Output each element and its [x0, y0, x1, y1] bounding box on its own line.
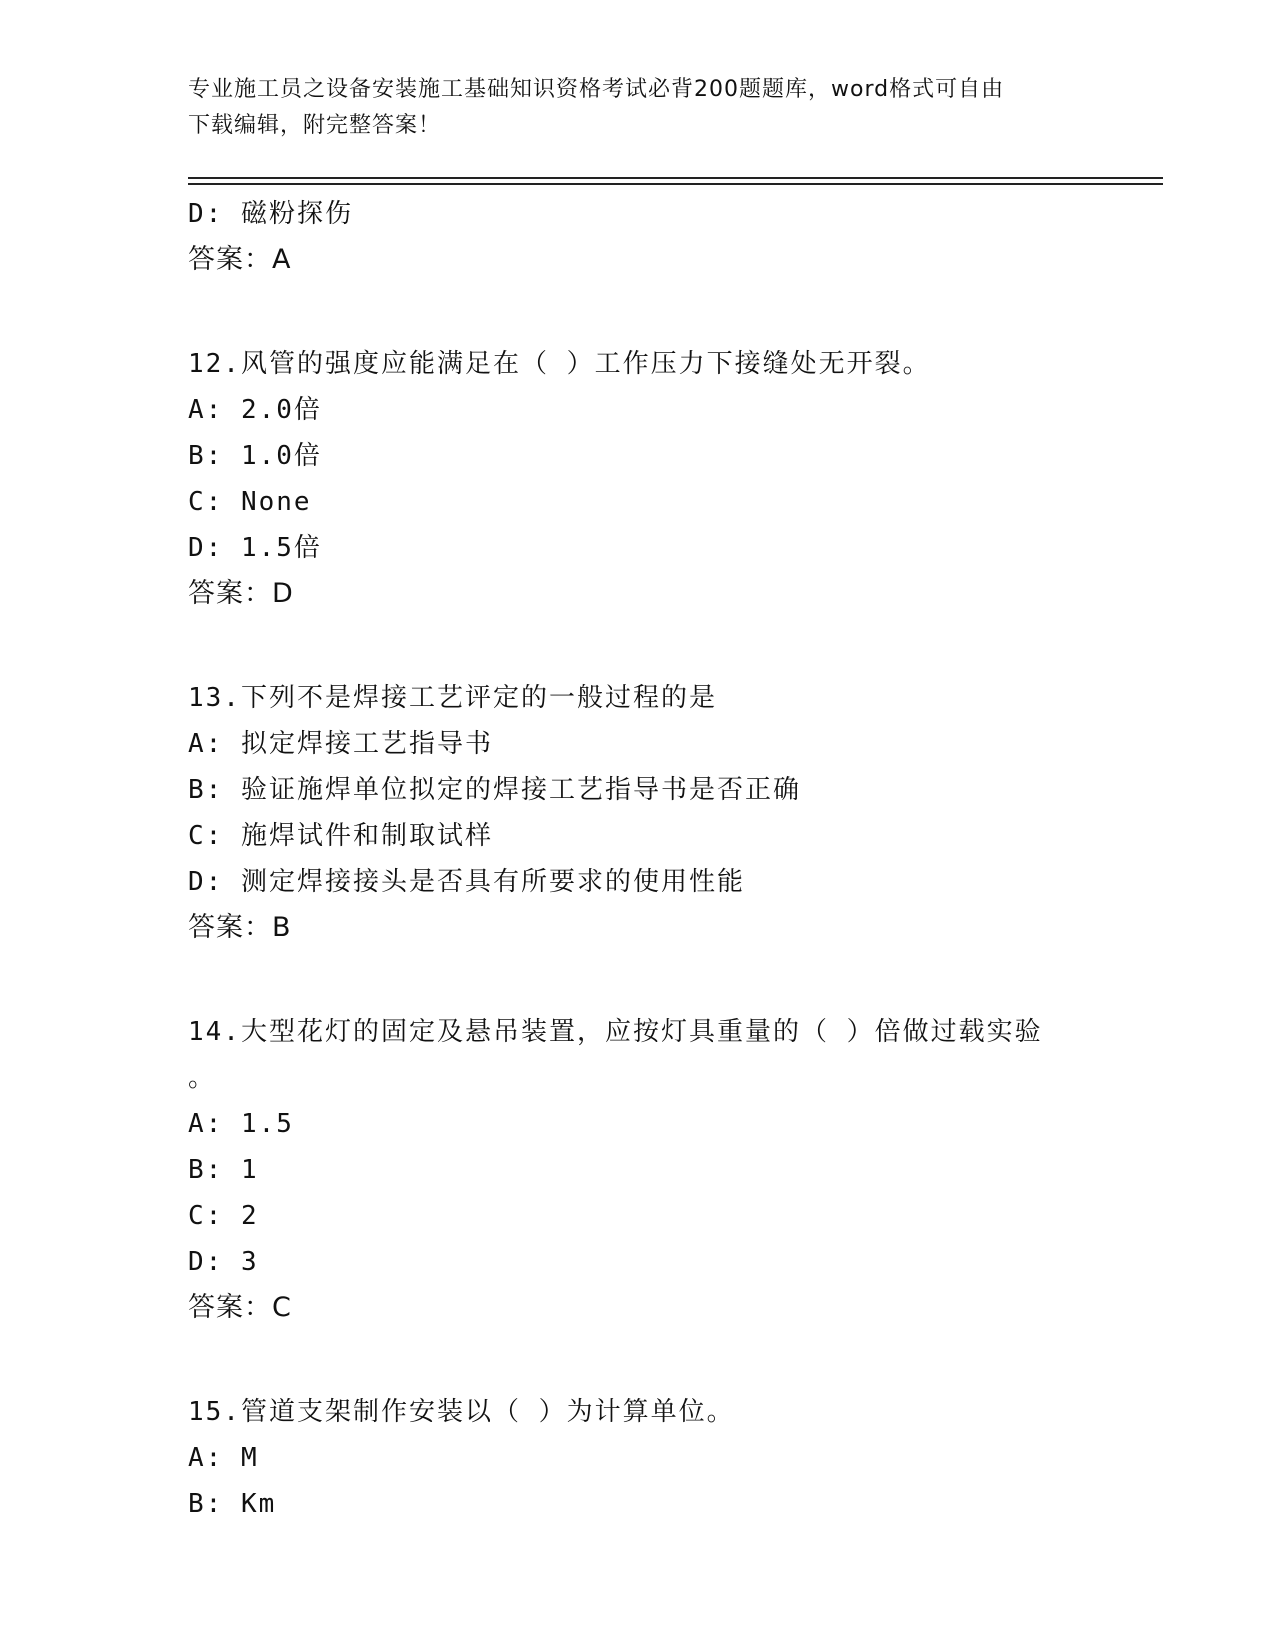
question-13 — [188, 675, 1088, 951]
option-c: C: 施焊试件和制取试样 — [188, 821, 493, 851]
question-stem: 13.下列不是焊接工艺评定的一般过程的是 — [188, 683, 717, 713]
option-b: B: Km — [188, 1489, 277, 1519]
answer: 答案：C — [188, 1292, 292, 1323]
question-stem-continuation: 。 — [188, 1063, 215, 1093]
question-stem: 12.风管的强度应能满足在（ ）工作压力下接缝处无开裂。 — [188, 349, 931, 379]
option-a: A: 2.0倍 — [188, 395, 322, 425]
question-11-tail — [188, 191, 1088, 283]
answer: 答案：B — [188, 912, 292, 943]
option-b: B: 1 — [188, 1155, 259, 1185]
header-divider-bottom — [188, 183, 1163, 185]
option-a: A: M — [188, 1443, 259, 1473]
option-a: A: 1.5 — [188, 1109, 294, 1139]
document-header — [188, 72, 1088, 144]
answer: 答案：D — [188, 578, 294, 609]
header-divider-top — [188, 177, 1163, 179]
option-d: D: 测定焊接接头是否具有所要求的使用性能 — [188, 867, 745, 897]
question-list — [188, 191, 1088, 1585]
option-d: D: 1.5倍 — [188, 533, 322, 563]
question-12 — [188, 341, 1088, 617]
question-stem: 14.大型花灯的固定及悬吊装置，应按灯具重量的（ ）倍做过载实验 — [188, 1017, 1043, 1047]
question-14 — [188, 1009, 1088, 1331]
option-b: B: 验证施焊单位拟定的焊接工艺指导书是否正确 — [188, 775, 801, 805]
option-c: C: None — [188, 487, 312, 517]
header-line-2: 下载编辑，附完整答案！ — [188, 113, 442, 138]
header-line-1: 专业施工员之设备安装施工基础知识资格考试必背200题题库，word格式可自由 — [188, 77, 1005, 102]
option-a: A: 拟定焊接工艺指导书 — [188, 729, 493, 759]
question-stem: 15.管道支架制作安装以（ ）为计算单位。 — [188, 1397, 735, 1427]
option-d: D: 3 — [188, 1247, 259, 1277]
answer: 答案：A — [188, 244, 292, 275]
question-15 — [188, 1389, 1088, 1527]
option-d: D: 磁粉探伤 — [188, 199, 353, 229]
option-c: C: 2 — [188, 1201, 259, 1231]
option-b: B: 1.0倍 — [188, 441, 322, 471]
